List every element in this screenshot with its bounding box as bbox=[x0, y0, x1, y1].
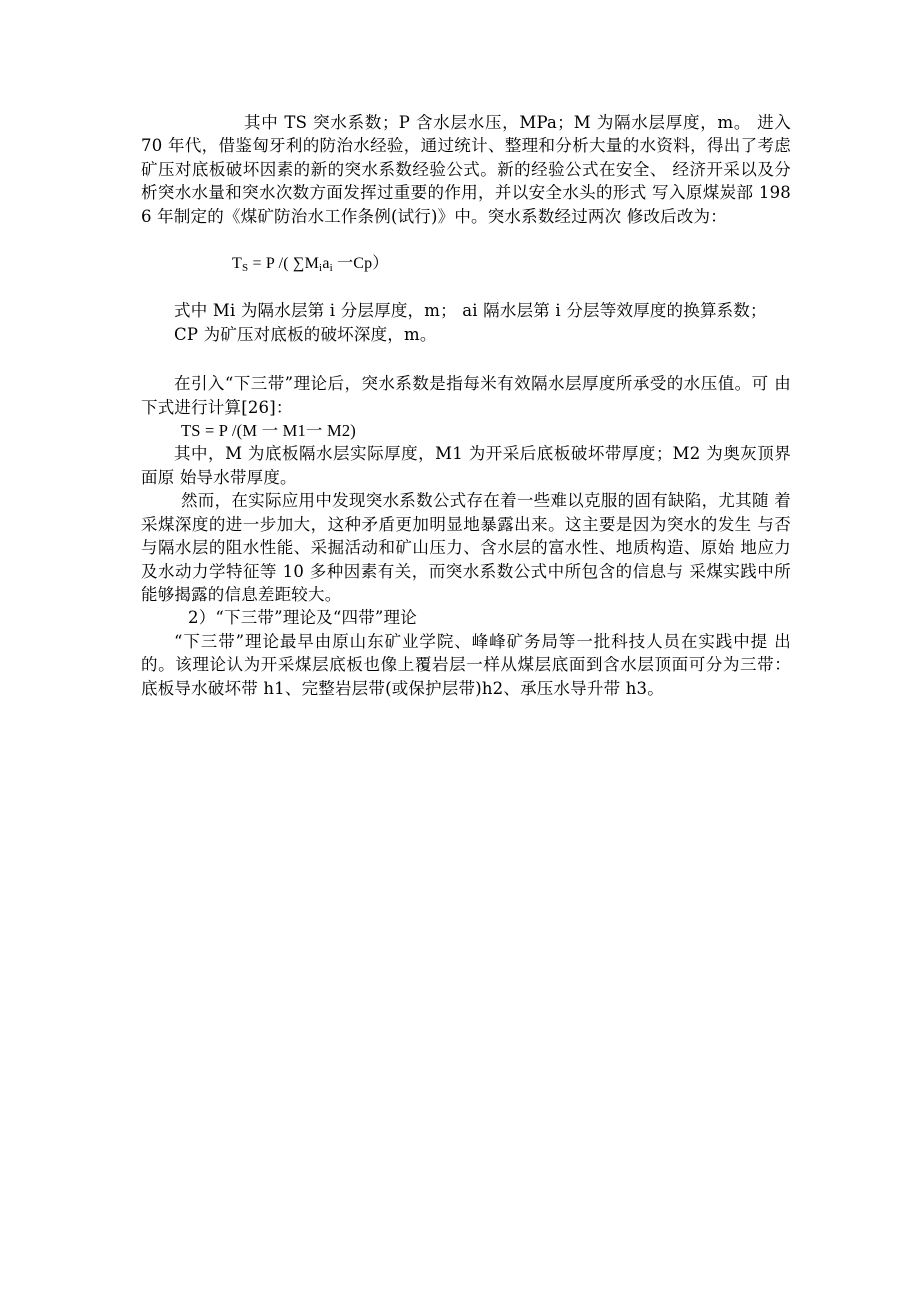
formula-lhs: T bbox=[232, 255, 242, 273]
paragraph-variable-definitions: 式中 Mi 为隔水层第 i 分层厚度，m； ai 隔水层第 i 分层等效厚度的换算系数； bbox=[174, 301, 767, 321]
section-heading: 2）“下三带”理论及“四带”理论 bbox=[188, 608, 417, 628]
formula-effective-thickness: TS = P /(M 一 M1一 M2) bbox=[181, 421, 356, 441]
paragraph-formula-variables: 其中，M 为底板隔水层实际厚度，M1 为开采后底板破坏带厚度；M2 为奥灰顶界面原 始导水带厚度。 bbox=[141, 444, 791, 487]
paragraph-three-zones-theory: “下三带”理论最早由原山东矿业学院、峰峰矿务局等一批科技人员在实践中提 出的。该理论认为开采煤层底板也像上覆岩层一样从煤层底面到含水层顶面可分为三带：底板导水破坏带 h1、完整岩层带(或保护层带)h2、承压水导升带 h3。 bbox=[141, 631, 791, 698]
formula-a-subscript: i bbox=[329, 262, 333, 275]
formula-a: a bbox=[322, 255, 330, 273]
document-body bbox=[141, 111, 791, 700]
formula-rhs: 一Cp） bbox=[332, 255, 389, 273]
formula-water-inrush-coefficient bbox=[141, 252, 791, 275]
formula-lhs-subscript: S bbox=[241, 262, 249, 275]
paragraph-three-zones-intro: 在引入“下三带”理论后，突水系数是指每米有效隔水层厚度所承受的水压值。可 由下式进行计算[26]： bbox=[141, 374, 791, 417]
paragraph-limitations: 然而，在实际应用中发现突水系数公式存在着一些难以克服的固有缺陷，尤其随 着采煤深度的进一步加大，这种矛盾更加明显地暴露出来。这主要是因为突水的发生 与否与隔水层的阻水性能、采掘活动和矿山压力、含水层的富水性、地质构造、原始 地应力及水动力学特征等 10 多种因素有关，而突水系数公式中所包含的信息与 采煤实践中所能够揭露的信息差距较大。 bbox=[141, 491, 791, 604]
formula-m-subscript: i bbox=[319, 262, 323, 275]
paragraph-cp-definition: CP 为矿压对底板的破坏深度，m。 bbox=[174, 324, 437, 344]
formula-middle: = P /( ∑M bbox=[248, 255, 320, 273]
paragraph-definitions: 其中 TS 突水系数；P 含水层水压，MPa；M 为隔水层厚度，m。 进入 70 年代，借鉴匈牙利的防治水经验，通过统计、整理和分析大量的水资料，得出了考虑矿压对底板破坏因素的新的突水系数经验公式。新的经验公式在安全、 经济开采以及分析突水水量和突水次数方面发挥过重要的作用，并以安全水头的形式 写入原煤炭部 1986 年制定的《煤矿防治水工作条例(试行)》中。突水系数经过两次 修改后改为： bbox=[141, 113, 791, 226]
